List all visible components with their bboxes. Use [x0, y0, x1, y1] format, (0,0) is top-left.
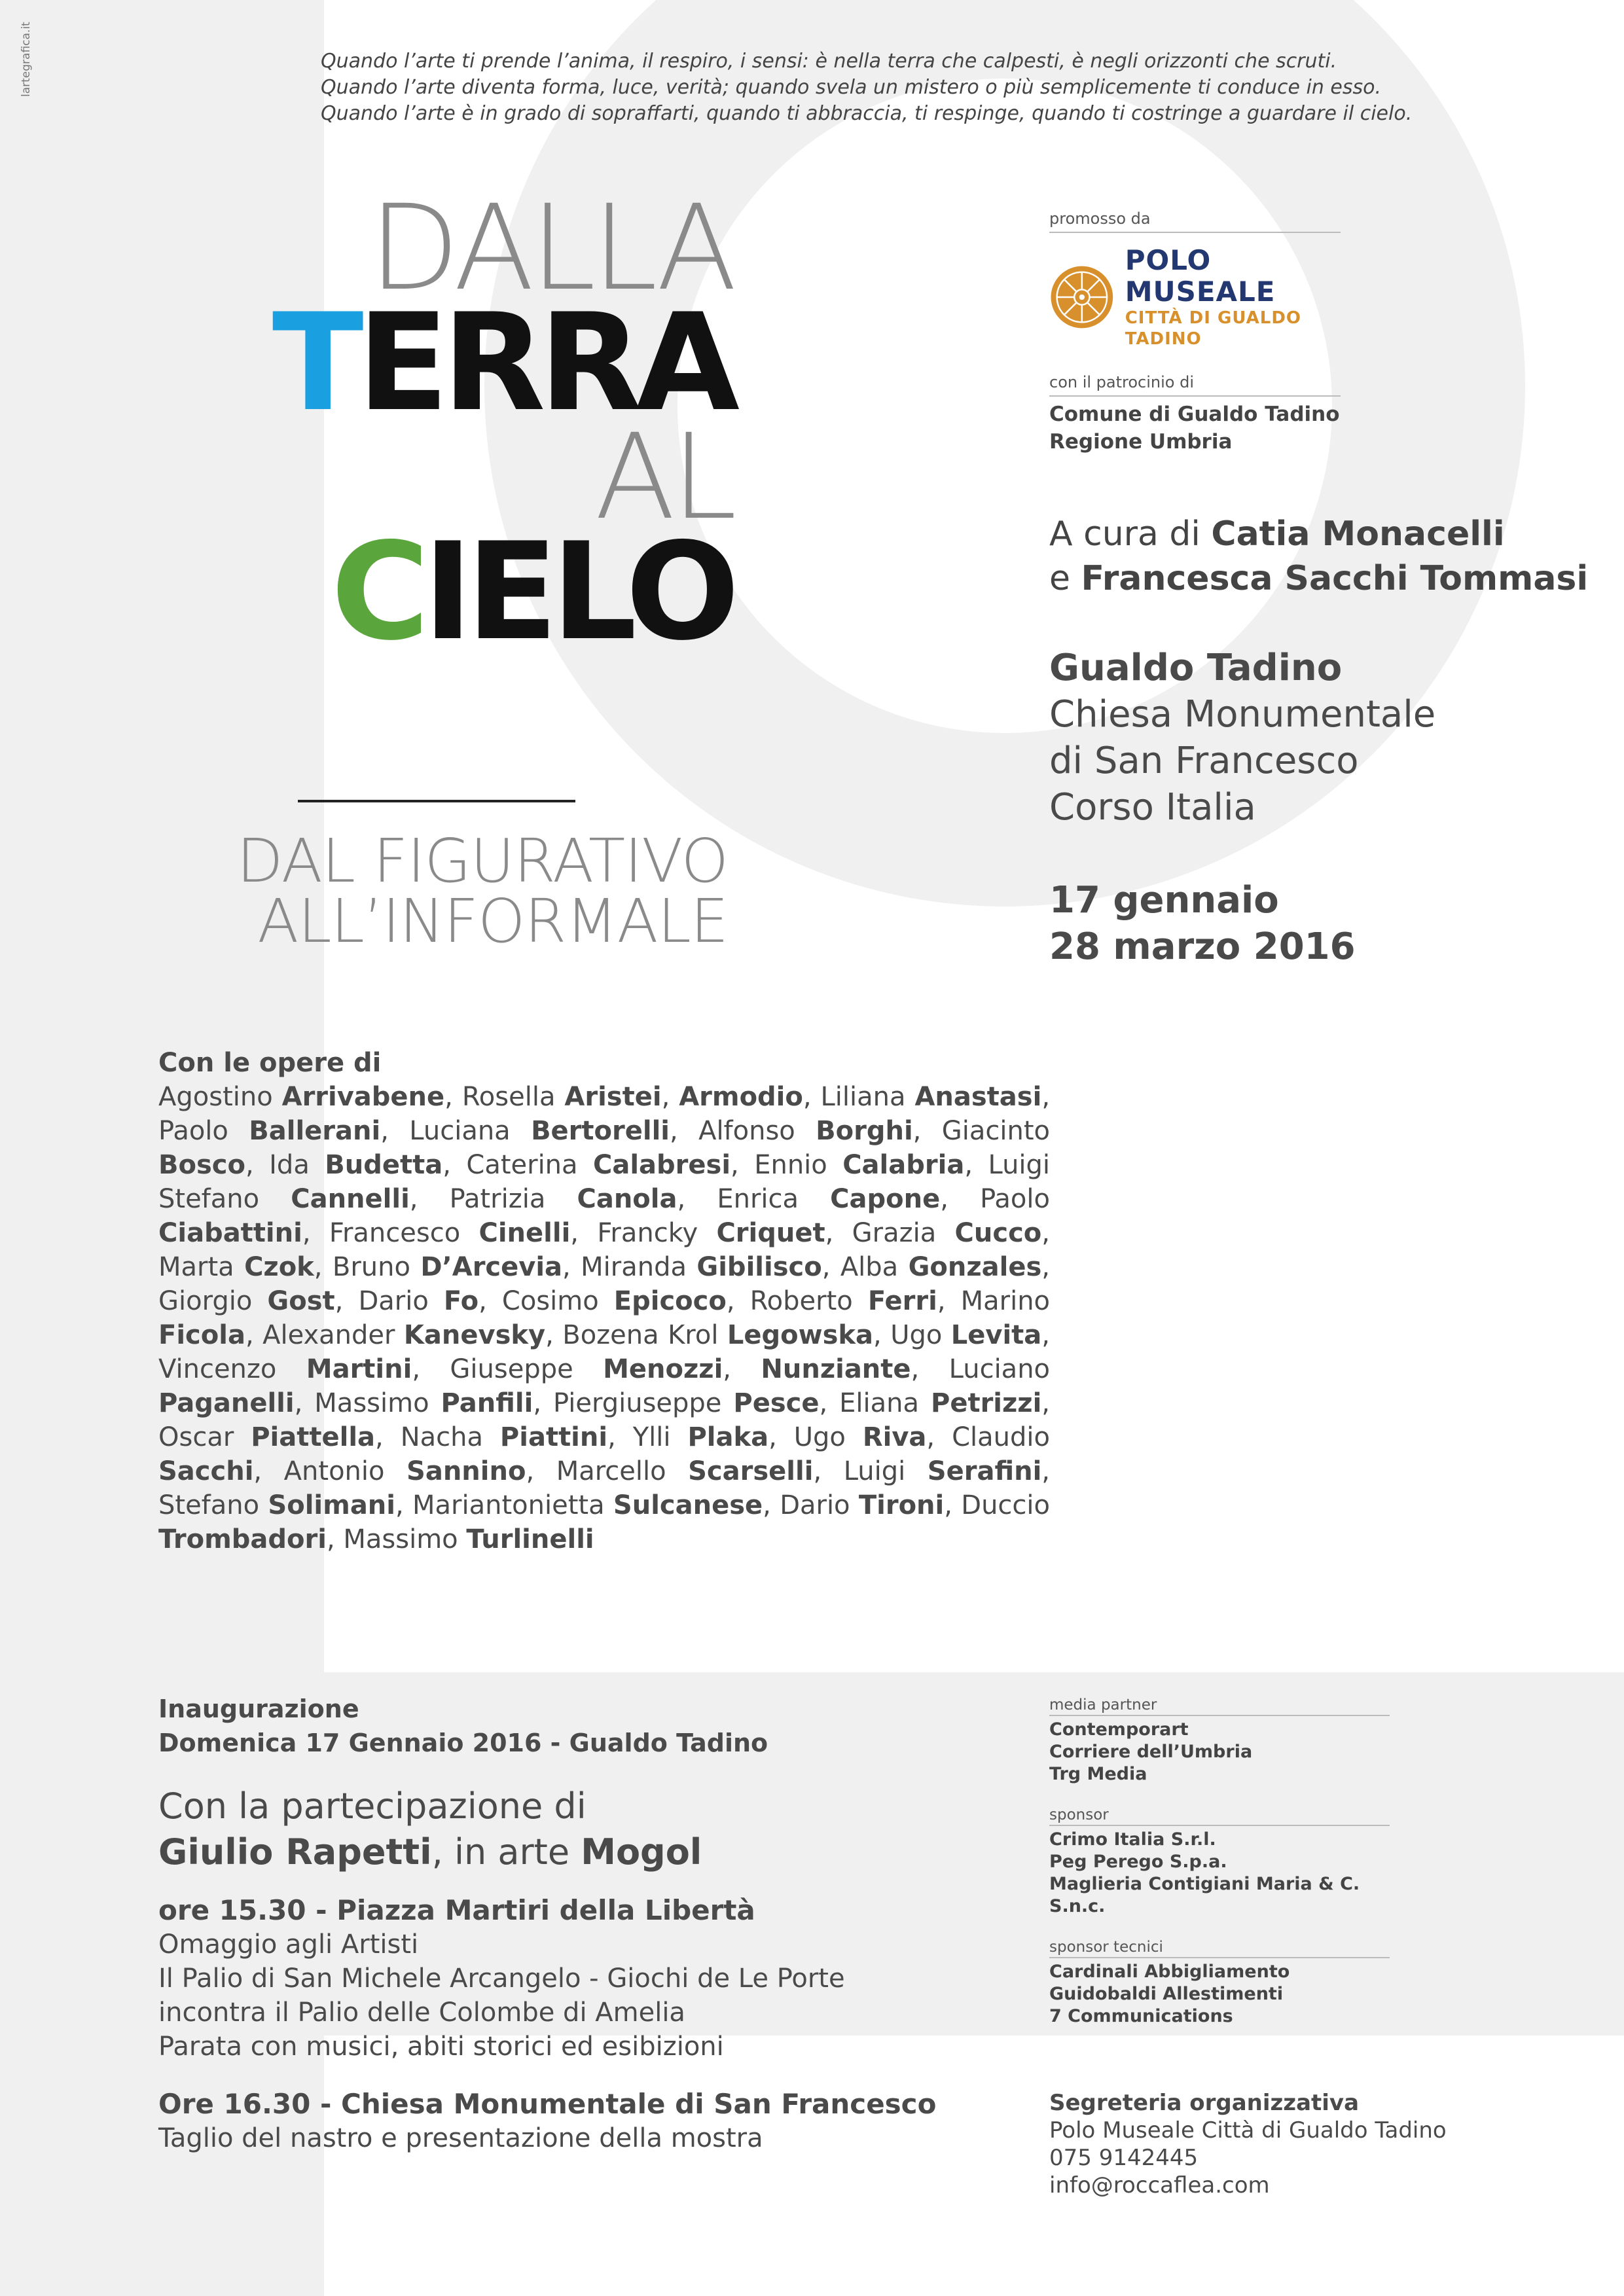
- artist-name: [284, 1456, 526, 1486]
- title-line-cielo: [65, 514, 733, 670]
- event-line: Taglio del nastro e presentazione della mostra: [158, 2123, 763, 2153]
- office-phone[interactable]: 075 9142445: [1049, 2145, 1199, 2171]
- artist-surname: Trombadori: [158, 1524, 327, 1554]
- artist-surname: Budetta: [325, 1150, 443, 1180]
- technical-sponsor-block: [1049, 1937, 1390, 2028]
- artists-list: Agostino Arrivabene, Rosella Aristei, Armodio, Liliana Anastasi, Paolo Ballerani, Luciana Bertorelli, Alfonso Borghi, Giacinto Bosco, Ida Budetta, Caterina Calabresi, Ennio Calabria, Luigi Stefano Cannelli, Patrizia Canola, Enrica Capone, Paolo Ciabattini, Francesco Cinelli, Francky Criquet, Grazia Cucco, Marta Czok, Bruno D’Arcevia, Miranda Gibilisco, Alba Gonzales, Giorgio Gost, Dario Fo, Cosimo Epicoco, Roberto Ferri, Marino Ficola, Alexander Kanevsky, Bozena Krol Legowska, Ugo Levita, Vincenzo Martini, Giuseppe Menozzi, Nunziante, Luciano Paganelli, Massimo Panfili, Piergiuseppe Pesce, Eliana Petrizzi, Oscar Piattella, Nacha Piattini, Ylli Plaka, Ugo Riva, Claudio Sacchi, Antonio Sannino, Marcello Scarselli, Luigi Serafini, Stefano Solimani, Mariantonietta Sulcanese, Dario Tironi, Duccio Trombadori, Massimo Turlinelli: [158, 1082, 1051, 1554]
- artist-surname: Martini: [306, 1354, 412, 1384]
- artist-name: [329, 1218, 570, 1248]
- artist-name: [633, 1422, 768, 1452]
- credit-name: 7 Communications: [1049, 2006, 1233, 2026]
- media-partner-block: [1049, 1695, 1390, 1785]
- artist-surname: Anastasi: [914, 1082, 1042, 1112]
- artist-name: [890, 1320, 1041, 1350]
- artist-first-name: Enrica: [717, 1184, 831, 1214]
- curator-name: Francesca Sacchi Tommasi: [1081, 559, 1589, 598]
- artist-first-name: Francesco: [329, 1218, 479, 1248]
- event-line: Parata con musici, abiti storici ed esibizioni: [158, 2032, 724, 2062]
- credit-name: Crimo Italia S.r.l.: [1049, 1829, 1216, 1850]
- title-cielo-rest: IELO: [423, 514, 733, 670]
- inauguration-label: Inaugurazione: [158, 1695, 359, 1723]
- artist-surname: Criquet: [716, 1218, 825, 1248]
- artist-surname: Bosco: [158, 1150, 245, 1180]
- promoter-label: promosso da: [1049, 209, 1151, 228]
- organizing-office: [1049, 2089, 1447, 2199]
- artist-first-name: Massimo: [314, 1388, 441, 1418]
- artist-name: [852, 1218, 1042, 1248]
- patronage-label: con il patrocinio di: [1049, 373, 1195, 391]
- artist-first-name: Ida: [269, 1150, 325, 1180]
- quote-line: Quando l’arte diventa forma, luce, verità; quando svela un mistero o più semplicemente ti conduce in esso.: [321, 76, 1382, 99]
- artist-name: [844, 1456, 1042, 1486]
- title-line-terra: [65, 285, 733, 441]
- artist-first-name: Roberto: [749, 1286, 868, 1316]
- artist-first-name: Stefano: [158, 1490, 268, 1520]
- artist-first-name: Alba: [840, 1252, 909, 1282]
- guest-mid: , in arte: [431, 1831, 581, 1873]
- artist-surname: Borghi: [816, 1116, 913, 1146]
- event-title: Ore 16.30 - Chiesa Monumentale di San Francesco: [158, 2088, 937, 2120]
- artist-name: [839, 1388, 1041, 1418]
- artist-name: [314, 1388, 533, 1418]
- artist-name: [750, 1286, 937, 1316]
- quote-line: Quando l’arte ti prende l’anima, il respiro, i sensi: è nella terra che calpesti, è negli orizzonti che scruti.: [321, 50, 1337, 73]
- artist-name: [754, 1150, 964, 1180]
- guest-name: Giulio Rapetti: [158, 1831, 432, 1873]
- artist-first-name: Luciana: [409, 1116, 532, 1146]
- artist-name: [158, 1354, 412, 1384]
- artist-first-name: Piergiuseppe: [553, 1388, 734, 1418]
- artist-name: [158, 1116, 380, 1146]
- artist-first-name: Ugo: [793, 1422, 863, 1452]
- artist-name: [412, 1490, 763, 1520]
- artist-first-name: Giorgio: [158, 1286, 268, 1316]
- artist-surname: Sannino: [406, 1456, 526, 1486]
- artists-heading: Con le opere di: [158, 1048, 382, 1078]
- credit-rule: [1049, 1715, 1390, 1716]
- logo-title: POLO MUSEALE: [1125, 244, 1276, 308]
- artist-surname: Kanevsky: [403, 1320, 546, 1350]
- artist-name: [581, 1252, 822, 1282]
- artist-first-name: Mariantonietta: [412, 1490, 613, 1520]
- artist-surname: Riva: [862, 1422, 927, 1452]
- artist-name: [333, 1252, 562, 1282]
- artist-first-name: Luciano: [948, 1354, 1051, 1384]
- participation-intro: Con la partecipazione di: [158, 1785, 586, 1827]
- artist-first-name: Paolo: [158, 1116, 249, 1146]
- artist-first-name: Cosimo: [501, 1286, 614, 1316]
- artist-name: [717, 1184, 940, 1214]
- artist-surname: Aristei: [564, 1082, 662, 1112]
- inauguration-section: [158, 1692, 944, 2155]
- artist-first-name: Giuseppe: [450, 1354, 604, 1384]
- patronage-names: [1049, 401, 1341, 456]
- artist-surname: Gonzales: [908, 1252, 1042, 1282]
- artist-first-name: Giacinto: [941, 1116, 1050, 1146]
- artist-first-name: Oscar: [158, 1422, 251, 1452]
- artist-first-name: Ugo: [890, 1320, 951, 1350]
- artist-first-name: Bruno: [332, 1252, 421, 1282]
- artist-name: [158, 1422, 375, 1452]
- guest-line: [158, 1829, 944, 1875]
- event-title: ore 15.30 - Piazza Martiri della Libertà: [158, 1894, 755, 1926]
- curator-name: Catia Monacelli: [1211, 514, 1505, 554]
- artist-first-name: Luigi: [843, 1456, 928, 1486]
- artist-name: [698, 1116, 913, 1146]
- artist-first-name: Caterina: [466, 1150, 593, 1180]
- artist-name: [780, 1490, 944, 1520]
- artist-first-name: Alfonso: [698, 1116, 816, 1146]
- credit-rule: [1049, 1957, 1390, 1958]
- date-end: 28 marzo 2016: [1049, 925, 1356, 968]
- designer-credit-text: lartegrafica.it: [20, 22, 33, 97]
- credit-name: Cardinali Abbigliamento: [1049, 1962, 1290, 1982]
- artist-name: [262, 1320, 545, 1350]
- title-initial-t: T: [272, 285, 357, 441]
- polo-museale-logo: [1049, 245, 1341, 350]
- artist-surname: Epicoco: [613, 1286, 727, 1316]
- artist-surname: Cannelli: [291, 1184, 410, 1214]
- title-line-al: AL: [594, 409, 733, 546]
- artist-name: [679, 1082, 803, 1112]
- artist-surname: Nunziante: [761, 1354, 911, 1384]
- artist-name: [158, 1286, 335, 1316]
- credit-name: Corriere dell’Umbria: [1049, 1742, 1253, 1762]
- artist-name: [840, 1252, 1041, 1282]
- artist-first-name: Francky: [597, 1218, 717, 1248]
- artist-first-name: Vincenzo: [158, 1354, 306, 1384]
- patron-name: Comune di Gualdo Tadino: [1049, 403, 1340, 426]
- patronage-rule: [1049, 395, 1341, 397]
- exhibition-subtitle: [152, 826, 728, 956]
- venue-line: Corso Italia: [1049, 786, 1256, 829]
- artist-surname: Panfili: [441, 1388, 533, 1418]
- artist-first-name: Rosella: [461, 1082, 565, 1112]
- artist-surname: Cinelli: [478, 1218, 571, 1248]
- artist-first-name: Paolo: [980, 1184, 1050, 1214]
- artist-first-name: Agostino: [158, 1082, 282, 1112]
- artist-name: [562, 1320, 873, 1350]
- artist-surname: Ciabattini: [158, 1218, 302, 1248]
- title-line-dalla: DALLA: [369, 180, 733, 317]
- title-terra-rest: ERRA: [357, 285, 733, 441]
- artist-surname: Tironi: [858, 1490, 945, 1520]
- designer-credit: [14, 22, 41, 105]
- credit-name: Contemporart: [1049, 1719, 1189, 1740]
- artist-surname: Serafini: [927, 1456, 1042, 1486]
- artist-surname: D’Arcevia: [420, 1252, 563, 1282]
- artist-surname: Turlinelli: [466, 1524, 594, 1554]
- office-email[interactable]: info@roccaflea.com: [1049, 2172, 1270, 2198]
- credit-name: Maglieria Contigiani Maria & C. S.n.c.: [1049, 1874, 1360, 1916]
- artist-first-name: Marta: [158, 1252, 245, 1282]
- title-divider: [298, 800, 575, 802]
- event-line: Omaggio agli Artisti: [158, 1929, 419, 1960]
- artist-first-name: Ylli: [632, 1422, 688, 1452]
- artist-surname: Cucco: [954, 1218, 1042, 1248]
- rose-window-icon: [1049, 258, 1115, 336]
- venue-line: di San Francesco: [1049, 740, 1359, 782]
- artist-name: [409, 1116, 670, 1146]
- artist-name: [794, 1422, 927, 1452]
- artist-first-name: Eliana: [839, 1388, 931, 1418]
- promoter-block: [1049, 209, 1341, 456]
- subtitle-line: ALL’INFORMALE: [257, 886, 728, 956]
- artist-surname: Arrivabene: [281, 1082, 445, 1112]
- artist-surname: Pesce: [733, 1388, 820, 1418]
- artist-first-name: Bozena Krol: [562, 1320, 727, 1350]
- artist-name: [462, 1082, 662, 1112]
- artist-first-name: Claudio: [952, 1422, 1050, 1452]
- artist-first-name: Miranda: [581, 1252, 697, 1282]
- subtitle-line: DAL FIGURATIVO: [236, 826, 728, 896]
- artists-section: [158, 1046, 1050, 1556]
- venue: [1049, 645, 1435, 831]
- artist-surname: Calabresi: [592, 1150, 731, 1180]
- exhibition-dates: [1049, 877, 1356, 970]
- artist-name: [821, 1082, 1042, 1112]
- credit-label: sponsor: [1049, 1806, 1109, 1823]
- artist-name: [553, 1388, 819, 1418]
- curator-prefix: e: [1049, 559, 1081, 598]
- sponsor-block: [1049, 1805, 1390, 1918]
- artist-first-name: Liliana: [820, 1082, 915, 1112]
- promoter-rule: [1049, 232, 1341, 233]
- artist-first-name: Alexander: [262, 1320, 404, 1350]
- artist-surname: Solimani: [268, 1490, 395, 1520]
- event-line: Il Palio di San Michele Arcangelo - Giochi de Le Porte: [158, 1964, 845, 1994]
- artist-first-name: Marino: [960, 1286, 1051, 1316]
- artist-first-name: Dario: [780, 1490, 859, 1520]
- artist-name: [158, 1082, 444, 1112]
- artist-surname: Piattini: [499, 1422, 608, 1452]
- artist-surname: Sacchi: [158, 1456, 254, 1486]
- artist-name: [450, 1184, 677, 1214]
- artist-surname: Menozzi: [603, 1354, 723, 1384]
- artist-first-name: Duccio: [961, 1490, 1050, 1520]
- artist-surname: Piattella: [251, 1422, 376, 1452]
- artist-surname: Canola: [577, 1184, 677, 1214]
- artist-surname: Sulcanese: [613, 1490, 763, 1520]
- artist-first-name: Luigi Stefano: [158, 1150, 1051, 1214]
- artist-surname: Paganelli: [158, 1388, 295, 1418]
- artist-first-name: Marcello: [556, 1456, 689, 1486]
- artist-surname: Fo: [443, 1286, 479, 1316]
- artist-surname: Petrizzi: [931, 1388, 1042, 1418]
- inauguration-date: Domenica 17 Gennaio 2016 - Gualdo Tadino: [158, 1729, 768, 1757]
- artist-name: [343, 1524, 594, 1554]
- curator-prefix: A cura di: [1049, 514, 1212, 554]
- opening-quote: [321, 48, 1551, 127]
- artist-surname: Plaka: [687, 1422, 769, 1452]
- artist-surname: Calabria: [842, 1150, 965, 1180]
- artist-surname: Legowska: [727, 1320, 874, 1350]
- credit-name: Peg Perego S.p.a.: [1049, 1852, 1227, 1872]
- logo-subtitle: CITTÀ DI GUALDO TADINO: [1125, 308, 1302, 349]
- credit-rule: [1049, 1825, 1390, 1826]
- artist-first-name: Grazia: [852, 1218, 955, 1248]
- guest-alias: Mogol: [581, 1831, 702, 1873]
- curators: [1049, 512, 1588, 601]
- artist-surname: Ferri: [867, 1286, 937, 1316]
- exhibition-title: [65, 180, 733, 670]
- artist-surname: Ficola: [158, 1320, 245, 1350]
- artist-surname: Ballerani: [249, 1116, 381, 1146]
- artist-name: [158, 1490, 395, 1520]
- artist-first-name: Dario: [358, 1286, 444, 1316]
- artist-surname: Czok: [244, 1252, 314, 1282]
- partners-sponsors: [1049, 1695, 1390, 2047]
- artist-surname: Gibilisco: [696, 1252, 822, 1282]
- artist-surname: Scarselli: [688, 1456, 814, 1486]
- artist-surname: Levita: [950, 1320, 1042, 1350]
- artist-first-name: Antonio: [283, 1456, 407, 1486]
- artist-name: [269, 1150, 442, 1180]
- artist-first-name: Massimo: [343, 1524, 467, 1554]
- event-line: incontra il Palio delle Colombe di Amelia: [158, 1998, 685, 2028]
- office-label: Segreteria organizzativa: [1049, 2090, 1360, 2116]
- artist-name: [401, 1422, 607, 1452]
- credit-label: media partner: [1049, 1696, 1157, 1713]
- credit-label: sponsor tecnici: [1049, 1939, 1163, 1956]
- artist-name: [556, 1456, 814, 1486]
- quote-line: Quando l’arte è in grado di sopraffarti, quando ti abbraccia, ti respinge, quando ti costringe a guardare il cielo.: [321, 102, 1413, 125]
- artist-name: [597, 1218, 825, 1248]
- artist-first-name: Ennio: [754, 1150, 843, 1180]
- artist-name: [158, 1252, 314, 1282]
- title-initial-c: C: [331, 514, 424, 670]
- artist-surname: Gost: [267, 1286, 335, 1316]
- credit-name: Trg Media: [1049, 1764, 1147, 1784]
- credit-name: Guidobaldi Allestimenti: [1049, 1984, 1284, 2004]
- artist-surname: Armodio: [679, 1082, 803, 1112]
- patron-name: Regione Umbria: [1049, 430, 1233, 454]
- venue-city: Gualdo Tadino: [1049, 647, 1343, 689]
- artist-name: [466, 1150, 731, 1180]
- artist-first-name: Patrizia: [449, 1184, 577, 1214]
- artist-surname: Bertorelli: [531, 1116, 670, 1146]
- artist-name: [450, 1354, 723, 1384]
- artist-first-name: Nacha: [400, 1422, 500, 1452]
- artist-surname: Capone: [830, 1184, 941, 1214]
- artist-name: [502, 1286, 727, 1316]
- artist-name: [761, 1354, 911, 1384]
- artist-name: [358, 1286, 478, 1316]
- venue-line: Chiesa Monumentale: [1049, 693, 1436, 736]
- date-start: 17 gennaio: [1049, 879, 1279, 922]
- office-line: Polo Museale Città di Gualdo Tadino: [1049, 2117, 1447, 2144]
